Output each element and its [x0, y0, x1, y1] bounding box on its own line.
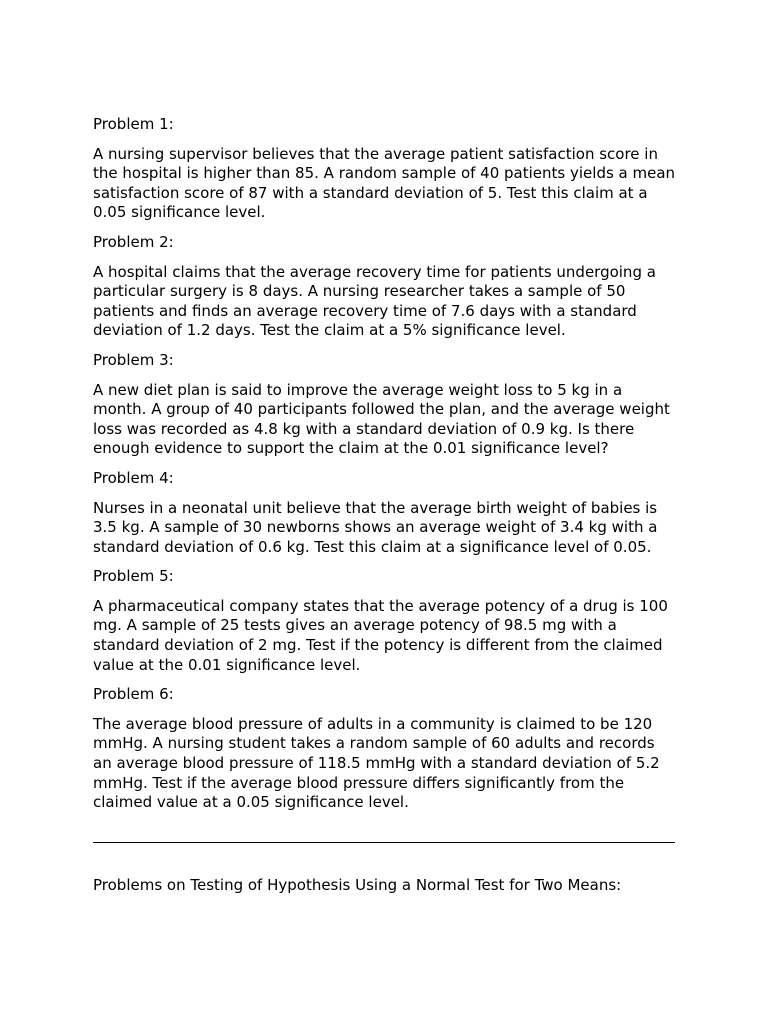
- problem-1: [93, 115, 677, 223]
- problem-text: The average blood pressure of adults in a community is claimed to be 120 mmHg. A nursing student takes a random sample of 60 adults and records an average blood pressure of 118.5 mmHg with a standard deviation of 5.2 mmHg. Test if the average blood pressure differs significantly from the claimed value at a 0.05 significance level.: [93, 714, 660, 812]
- problem-title: Problem 2:: [93, 232, 174, 251]
- problem-5: [93, 567, 677, 675]
- section-heading: Problems on Testing of Hypothesis Using a Normal Test for Two Means:: [93, 875, 622, 894]
- problem-text: A new diet plan is said to improve the average weight loss to 5 kg in a month. A group of 40 participants followed the plan, and the average weight loss was recorded as 4.8 kg with a standard deviation of 0.9 kg. Is there enough evidence to support the claim at the 0.01 significance level?: [93, 380, 670, 458]
- problem-text: A nursing supervisor believes that the average patient satisfaction score in the hospital is higher than 85. A random sample of 40 patients yields a mean satisfaction score of 87 with a standard deviation of 5. Test this claim at a 0.05 significance level.: [93, 144, 676, 222]
- problem-text: Nurses in a neonatal unit believe that the average birth weight of babies is 3.5 kg. A sample of 30 newborns shows an average weight of 3.4 kg with a standard deviation of 0.6 kg. Test this claim at a significance level of 0.05.: [93, 498, 658, 556]
- problem-title: Problem 5:: [93, 567, 174, 586]
- document-page: [93, 115, 677, 895]
- problem-title: Problem 4:: [93, 468, 174, 487]
- problem-title: Problem 3:: [93, 350, 174, 369]
- problem-4: [93, 469, 677, 557]
- problem-title: Problem 6:: [93, 685, 174, 704]
- horizontal-divider: [93, 842, 675, 843]
- problem-3: [93, 351, 677, 459]
- problem-2: [93, 233, 677, 341]
- problem-6: [93, 685, 677, 813]
- problem-text: A pharmaceutical company states that the average potency of a drug is 100 mg. A sample of 25 tests gives an average potency of 98.5 mg with a standard deviation of 2 mg. Test if the potency is different from the claimed value at the 0.01 significance level.: [93, 596, 668, 674]
- problem-title: Problem 1:: [93, 115, 174, 133]
- problem-text: A hospital claims that the average recovery time for patients undergoing a particular surgery is 8 days. A nursing researcher takes a sample of 50 patients and finds an average recovery time of 7.6 days with a standard deviation of 1.2 days. Test the claim at a 5% significance level.: [93, 262, 656, 340]
